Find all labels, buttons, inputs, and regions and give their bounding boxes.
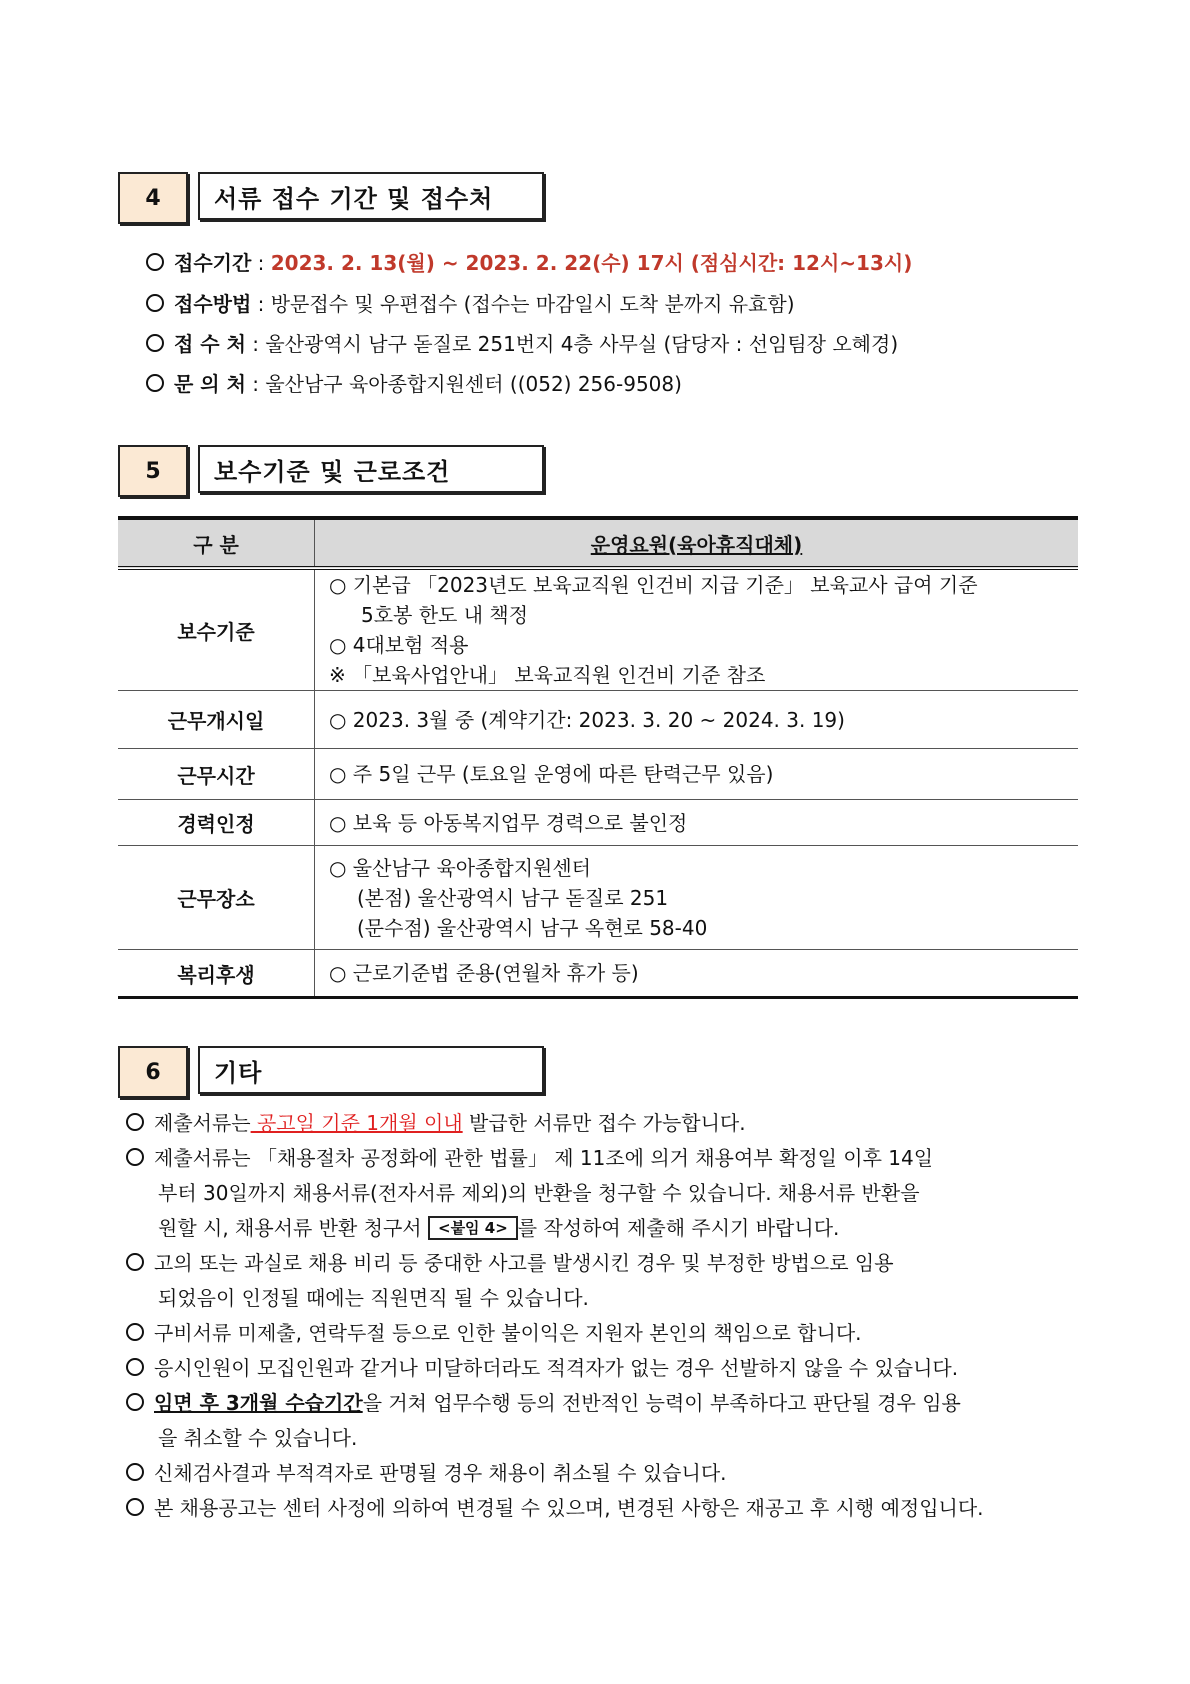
list-item-continued: 을 취소할 수 있습니다. (158, 1426, 358, 1450)
circle-bullet-icon (126, 1498, 144, 1516)
row-value: ○ 기본급 「2023년도 보육교직원 인건비 지급 기준」 보육교사 급여 기준 5호봉 한도 내 책정 ○ 4대보험 적용 ※ 「보육사업안내」 보육교직원 인건비 기준 참조 (315, 568, 1079, 691)
list-item-continued: 원할 시, 채용서류 반환 청구서 <붙임 4> 를 작성하여 제출해 주시기 바랍니다. (158, 1216, 840, 1240)
apply-method: 접수방법 : 방문접수 및 우편접수 (접수는 마감일시 도착 분까지 유효함) (146, 288, 795, 317)
row-label: 경력인정 (118, 800, 315, 846)
circle-bullet-icon (126, 1253, 144, 1271)
list-item: 제출서류는 「채용절차 공정화에 관한 법률」 제 11조에 의거 채용여부 확정일 이후 14일 (126, 1141, 1086, 1176)
list-item: 응시인원이 모집인원과 같거나 미달하더라도 적격자가 없는 경우 선발하지 않을 수 있습니다. (126, 1351, 1086, 1386)
list-item: 신체검사결과 부적격자로 판명될 경우 채용이 취소될 수 있습니다. (126, 1456, 1086, 1491)
circle-bullet-icon (126, 1113, 144, 1131)
section-title: 보수기준 및 근로조건 (198, 445, 544, 493)
attachment-tag: <붙임 4> (428, 1216, 518, 1240)
circle-bullet-icon (126, 1148, 144, 1166)
apply-place: 접 수 처 : 울산광역시 남구 돋질로 251번지 4층 사무실 (담당자 : 선임팀장 오혜경) (146, 328, 898, 357)
table-row (118, 846, 1078, 950)
circle-bullet-icon (126, 1358, 144, 1376)
row-value: ○ 2023. 3월 중 (계약기간: 2023. 3. 20 ~ 2024. 3. 19) (315, 691, 1079, 749)
table-row (118, 950, 1078, 998)
table-row (118, 691, 1078, 749)
table-row (118, 568, 1078, 691)
circle-bullet-icon (126, 1323, 144, 1341)
list-item: 제출서류는 공고일 기준 1개월 이내 발급한 서류만 접수 가능합니다. (126, 1106, 1086, 1141)
working-conditions-table (118, 516, 1078, 999)
list-item-continued: 부터 30일까지 채용서류(전자서류 제외)의 반환을 청구할 수 있습니다. 채용서류 반환을 (158, 1181, 920, 1205)
apply-contact: 문 의 처 : 울산남구 육아종합지원센터 ((052) 256-9508) (146, 368, 682, 397)
apply-period: 접수기간 : 2023. 2. 13(월) ~ 2023. 2. 22(수) 17시 (점심시간: 12시~13시) (146, 247, 912, 276)
section-number: 6 (118, 1046, 188, 1098)
circle-bullet-icon (146, 253, 164, 271)
row-value: ○ 보육 등 아동복지업무 경력으로 불인정 (315, 800, 1079, 846)
circle-bullet-icon (146, 334, 164, 352)
section-title: 기타 (198, 1046, 544, 1094)
row-value: ○ 울산남구 육아종합지원센터 (본점) 울산광역시 남구 돋질로 251 (문수점) 울산광역시 남구 옥현로 58-40 (315, 846, 1079, 950)
circle-bullet-icon (126, 1463, 144, 1481)
row-label: 보수기준 (118, 568, 315, 691)
list-item-continued: 되었음이 인정될 때에는 직원면직 될 수 있습니다. (158, 1286, 589, 1310)
section-number: 4 (118, 172, 188, 224)
etc-notes (126, 1106, 1086, 1526)
row-value: ○ 주 5일 근무 (토요일 운영에 따른 탄력근무 있음) (315, 749, 1079, 800)
row-label: 근무시간 (118, 749, 315, 800)
table-header-value: 운영요원(육아휴직대체) (315, 518, 1079, 568)
circle-bullet-icon (146, 374, 164, 392)
table-row (118, 800, 1078, 846)
table-header-label: 구 분 (118, 518, 315, 568)
list-item: 고의 또는 과실로 채용 비리 등 중대한 사고를 발생시킨 경우 및 부정한 방법으로 임용 (126, 1246, 1086, 1281)
circle-bullet-icon (146, 294, 164, 312)
list-item: 임면 후 3개월 수습기간을 거쳐 업무수행 등의 전반적인 능력이 부족하다고 판단될 경우 임용 (126, 1386, 1086, 1421)
section-title: 서류 접수 기간 및 접수처 (198, 172, 544, 220)
section-number: 5 (118, 445, 188, 497)
list-item: 본 채용공고는 센터 사정에 의하여 변경될 수 있으며, 변경된 사항은 재공고 후 시행 예정입니다. (126, 1491, 1086, 1526)
row-label: 근무개시일 (118, 691, 315, 749)
row-label: 근무장소 (118, 846, 315, 950)
row-label: 복리후생 (118, 950, 315, 998)
table-row (118, 749, 1078, 800)
list-item: 구비서류 미제출, 연락두절 등으로 인한 불이익은 지원자 본인의 책임으로 합니다. (126, 1316, 1086, 1351)
row-value: ○ 근로기준법 준용(연월차 휴가 등) (315, 950, 1079, 998)
table-header-row (118, 518, 1078, 568)
circle-bullet-icon (126, 1393, 144, 1411)
